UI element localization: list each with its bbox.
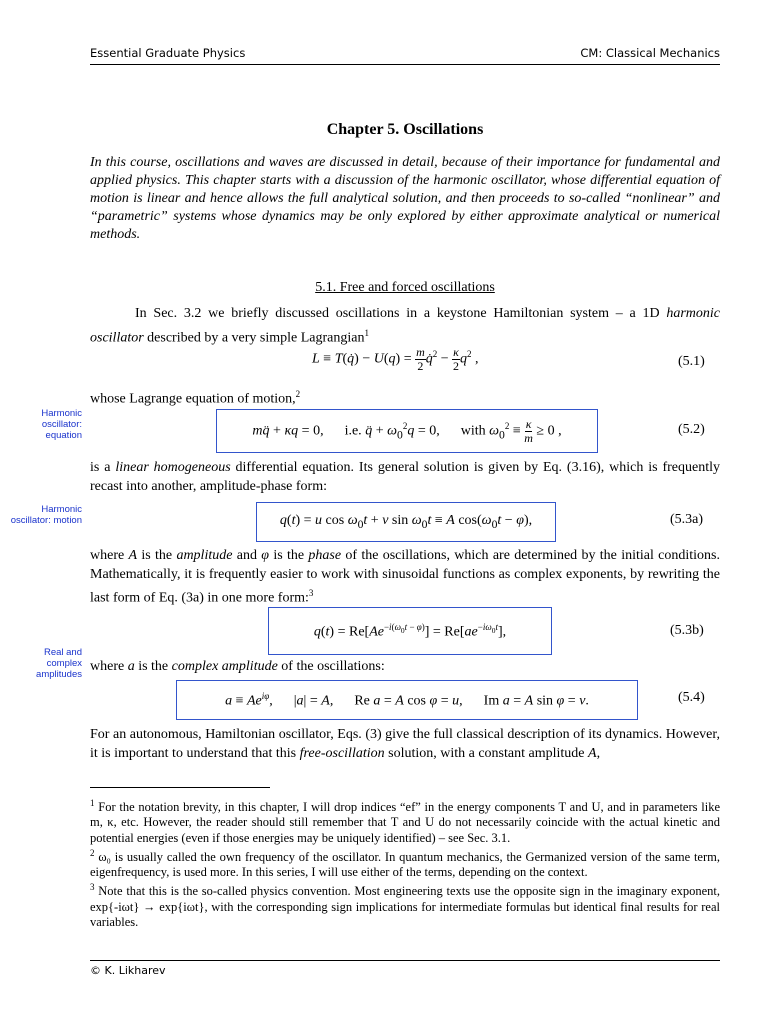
equation-number: (5.3a) — [670, 512, 704, 527]
chapter-abstract: In this course, oscillations and waves are discussed in detail, because of their importance for fundamental and applied physics. This chapter starts with a discussion of the harmonic oscillator, whose differential equation of motion is linear and hence allows the full analytical solution, and then proceeds to so-called “nonlinear” and “parametric” systems whose dynamics may be only explored by either approximate analytical or numerical methods. — [90, 155, 720, 242]
footnote-1: $^1$ For the notation brevity, in this chapter, I will drop indices “ef” in the energy components T and U, and in parameters like m, κ, etc. However, the reader should still remember that T and U do not necessarily coincide with the actual kinetic and potential energies (even if those energies may be uniquely identified) – see Sec. 3.1. — [90, 798, 720, 845]
paragraph-free-oscillation: For an autonomous, Hamiltonian oscillator, Eqs. (3) give the full classical description of its dynamics. However, it is important to understand that this free-oscillation solution, with a constant amplitude A, — [90, 727, 720, 761]
footer-rule — [90, 960, 720, 961]
equation-box-complex-amplitude: $a \equiv Ae^{i\varphi}$, |a| = A, Re a = A cos φ = u, Im a = A sin φ = v. — [176, 680, 638, 720]
page-footer: © K. Likharev — [90, 964, 166, 977]
equation-box-motion: mq̈ + κq = 0, i.e. q̈ + $\omega_0^2q = 0$, with $\omega_0^2$ ≡ $\frac{\kappa}{m}$ ≥ 0 , — [216, 409, 598, 453]
equation-lagrangian: L ≡ T(q̇) − U(q) = $\frac{m}{2}$ q̇$^2$ − $\frac{\kappa}{2}$ $q^2$ , — [312, 345, 479, 373]
footnote-3: $^3$ Note that this is the so-called physics convention. Most engineering texts use the opposite sign in the imaginary exponent, exp{-iωt} → exp{iωt}, with the corresponding sign implications for intermediate formulas but identical final results for real variables. — [90, 882, 720, 929]
equation-box-complex-exponent: $q(t) = Re[Ae^{-i(\omega_0t - \varphi)}] = Re[ae^{-i\omega_0t}]$, — [268, 607, 552, 655]
equation-number: (5.3b) — [670, 623, 704, 638]
paragraph-general-solution: is a linear homogeneous differential equation. Its general solution is given by Eq. (3.16), which is frequently recast into another, amplitude-phase form: — [90, 460, 720, 494]
footnotes — [90, 796, 720, 930]
section-title: 5.1. Free and forced oscillations — [315, 280, 495, 295]
paragraph-complex-amplitude: where a is the complex amplitude of the oscillations: — [90, 659, 385, 674]
margin-note-equation: Harmonic oscillator: equation — [41, 408, 82, 441]
chapter-title: Chapter 5. Oscillations — [326, 121, 484, 138]
equation-number: (5.1) — [678, 354, 705, 369]
running-header-right: CM: Classical Mechanics — [580, 46, 720, 60]
running-header-left: Essential Graduate Physics — [90, 46, 246, 60]
equation-number: (5.2) — [678, 422, 705, 437]
header-rule — [90, 64, 720, 65]
footnote-ref-2: 2 — [295, 389, 301, 399]
equation-number: (5.4) — [678, 690, 705, 705]
footnote-ref-3: 3 — [308, 588, 314, 598]
footnote-rule — [90, 787, 270, 788]
paragraph-intro: In Sec. 3.2 we briefly discussed oscillations in a keystone Hamiltonian system – a 1D harmonic oscillator described by a very simple Lagrangian$^1$ — [90, 306, 720, 346]
footnote-ref-1: 1 — [364, 327, 369, 338]
margin-note-motion: Harmonic oscillator: motion — [10, 504, 82, 526]
paragraph-lagrange-eq: whose Lagrange equation of motion,$^2$ — [90, 389, 301, 407]
margin-note-amplitudes: Real and complex amplitudes — [36, 647, 82, 680]
paragraph-amplitude-phase: where A is the amplitude and φ is the phase of the oscillations, which are determined by the initial conditions. Mathematically, it is frequently easier to work with sinusoidal functions as complex exponents, by rewriting the last form of Eq. (3a) in one more form:$^3$ — [90, 548, 720, 606]
footnote-2: $^2$ ω₀ is usually called the own frequency of the oscillator. In quantum mechanics, the Germanized version of the same term, eigenfrequency, is used more. In this series, I will use either of the terms, depending on the context. — [90, 847, 720, 880]
equation-box-amplitude-phase: q(t) = u $\cos \omega_0t + v$ $\sin \omega_0t \equiv A$ $\cos(\omega_0t - \varphi)$, — [256, 502, 556, 542]
